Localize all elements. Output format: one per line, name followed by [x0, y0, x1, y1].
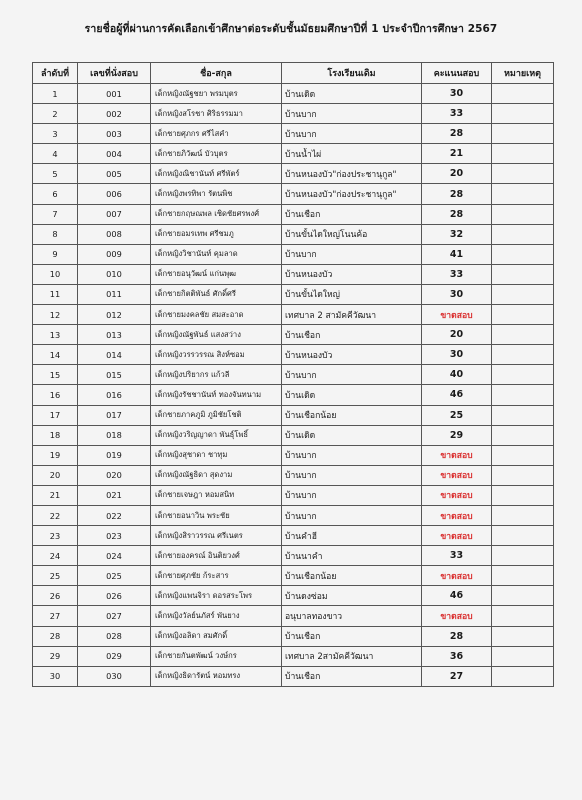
header-seat-number: เลขที่นั่งสอบ	[78, 63, 151, 84]
row-order: 30	[33, 666, 78, 686]
row-previous-school: บ้านบาก	[282, 465, 422, 485]
row-remarks	[492, 124, 554, 144]
row-order: 15	[33, 365, 78, 385]
row-exam-score: ขาดสอบ	[422, 526, 492, 546]
row-previous-school: บ้านนาคำ	[282, 546, 422, 566]
row-full-name: เด็กหญิงวรรวรรณ สิงห์ซอม	[151, 345, 282, 365]
row-full-name: เด็กชายภาคภูมิ ภูมิชัยโชติ	[151, 405, 282, 425]
row-remarks	[492, 546, 554, 566]
row-full-name: เด็กชายองครณ์ อินติยวงศ์	[151, 546, 282, 566]
table-row	[33, 104, 554, 124]
row-seat-number: 007	[78, 204, 151, 224]
row-exam-score: 46	[422, 385, 492, 405]
row-exam-score: 27	[422, 666, 492, 686]
row-full-name: เด็กหญิงณัฐพันธ์ แสงสว่าง	[151, 325, 282, 345]
row-previous-school: บ้านเชือก	[282, 204, 422, 224]
row-order: 18	[33, 425, 78, 445]
row-full-name: เด็กหญิงพรทิพา รัตนพิช	[151, 184, 282, 204]
row-exam-score: 33	[422, 104, 492, 124]
header-exam-score: คะแนนสอบ	[422, 63, 492, 84]
row-order: 22	[33, 505, 78, 525]
row-full-name: เด็กหญิงแพนจิรา ดอรสระโพร	[151, 586, 282, 606]
row-remarks	[492, 566, 554, 586]
table-row	[33, 184, 554, 204]
row-previous-school: บ้านเดิด	[282, 84, 422, 104]
row-exam-score: ขาดสอบ	[422, 485, 492, 505]
row-full-name: เด็กหญิงสุชาดา ชาทุม	[151, 445, 282, 465]
row-order: 5	[33, 164, 78, 184]
table-row	[33, 445, 554, 465]
row-remarks	[492, 184, 554, 204]
row-order: 23	[33, 526, 78, 546]
row-previous-school: บ้านเชือก	[282, 626, 422, 646]
row-remarks	[492, 325, 554, 345]
row-exam-score: 20	[422, 325, 492, 345]
row-exam-score: 28	[422, 184, 492, 204]
row-seat-number: 029	[78, 646, 151, 666]
row-previous-school: บ้านขั้นไดใหญ่	[282, 284, 422, 304]
table-row	[33, 465, 554, 485]
table-row	[33, 345, 554, 365]
row-full-name: เด็กชายศุภกร ศรีไสคำ	[151, 124, 282, 144]
row-order: 3	[33, 124, 78, 144]
row-remarks	[492, 405, 554, 425]
row-exam-score: ขาดสอบ	[422, 505, 492, 525]
table-row	[33, 666, 554, 686]
row-remarks	[492, 445, 554, 465]
row-exam-score: 29	[422, 425, 492, 445]
row-seat-number: 012	[78, 305, 151, 325]
row-seat-number: 001	[78, 84, 151, 104]
row-seat-number: 009	[78, 244, 151, 264]
row-remarks	[492, 626, 554, 646]
row-seat-number: 005	[78, 164, 151, 184]
row-order: 13	[33, 325, 78, 345]
row-previous-school: บ้านเชือกน้อย	[282, 405, 422, 425]
row-previous-school: บ้านเชือกน้อย	[282, 566, 422, 586]
row-exam-score: ขาดสอบ	[422, 606, 492, 626]
row-previous-school: บ้านบาก	[282, 445, 422, 465]
table-row	[33, 425, 554, 445]
row-seat-number: 013	[78, 325, 151, 345]
row-exam-score: 30	[422, 345, 492, 365]
row-previous-school: บ้านคำฮี	[282, 526, 422, 546]
row-exam-score: 25	[422, 405, 492, 425]
row-order: 7	[33, 204, 78, 224]
row-full-name: เด็กหญิงวริญญาดา พันธุ์โพธิ์	[151, 425, 282, 445]
row-seat-number: 027	[78, 606, 151, 626]
table-row	[33, 305, 554, 325]
row-exam-score: 32	[422, 224, 492, 244]
row-order: 8	[33, 224, 78, 244]
row-order: 16	[33, 385, 78, 405]
row-seat-number: 019	[78, 445, 151, 465]
row-remarks	[492, 104, 554, 124]
row-seat-number: 016	[78, 385, 151, 405]
row-full-name: เด็กชายอนาวิน พระชัย	[151, 505, 282, 525]
row-order: 26	[33, 586, 78, 606]
table-row	[33, 586, 554, 606]
table-row	[33, 485, 554, 505]
row-full-name: เด็กหญิงสโรชา ศิริธรรมมา	[151, 104, 282, 124]
row-exam-score: 30	[422, 284, 492, 304]
row-seat-number: 015	[78, 365, 151, 385]
row-seat-number: 021	[78, 485, 151, 505]
row-full-name: เด็กหญิงวิชานันท์ คุมลาด	[151, 244, 282, 264]
row-previous-school: บ้านเดิด	[282, 385, 422, 405]
row-previous-school: บ้านบาก	[282, 365, 422, 385]
row-seat-number: 023	[78, 526, 151, 546]
row-seat-number: 030	[78, 666, 151, 686]
table-row	[33, 405, 554, 425]
row-remarks	[492, 526, 554, 546]
row-seat-number: 010	[78, 264, 151, 284]
row-full-name: เด็กชายอนุวัฒน์ แก่นพุฒ	[151, 264, 282, 284]
table-row	[33, 124, 554, 144]
row-previous-school: บ้านน้ำไผ่	[282, 144, 422, 164]
row-seat-number: 020	[78, 465, 151, 485]
row-exam-score: ขาดสอบ	[422, 445, 492, 465]
row-full-name: เด็กชายเจษฎา หอมสนิท	[151, 485, 282, 505]
row-seat-number: 028	[78, 626, 151, 646]
row-order: 1	[33, 84, 78, 104]
row-order: 6	[33, 184, 78, 204]
row-previous-school: บ้านบาก	[282, 505, 422, 525]
row-previous-school: เทศบาล 2 สามัคคีวัฒนา	[282, 305, 422, 325]
row-seat-number: 011	[78, 284, 151, 304]
table-row	[33, 566, 554, 586]
table-row	[33, 526, 554, 546]
row-remarks	[492, 224, 554, 244]
header-previous-school: โรงเรียนเดิม	[282, 63, 422, 84]
row-exam-score: 30	[422, 84, 492, 104]
row-order: 20	[33, 465, 78, 485]
table-row	[33, 144, 554, 164]
row-seat-number: 017	[78, 405, 151, 425]
row-full-name: เด็กหญิงณิชานันท์ ศรีพัตร์	[151, 164, 282, 184]
row-order: 19	[33, 445, 78, 465]
row-remarks	[492, 485, 554, 505]
row-previous-school: บ้านหนองบัว	[282, 264, 422, 284]
row-seat-number: 014	[78, 345, 151, 365]
results-table	[32, 62, 554, 687]
row-remarks	[492, 425, 554, 445]
row-full-name: เด็กชายอมรเทพ ศรีชมภู	[151, 224, 282, 244]
table-row	[33, 264, 554, 284]
row-exam-score: 28	[422, 626, 492, 646]
header-full-name: ชื่อ-สกุล	[151, 63, 282, 84]
row-exam-score: 33	[422, 264, 492, 284]
row-exam-score: 33	[422, 546, 492, 566]
row-seat-number: 003	[78, 124, 151, 144]
document-title: รายชื่อผู้ที่ผ่านการคัดเลือกเข้าศึกษาต่อระดับชั้นมัธยมศึกษาปีที่ 1 ประจำปีการศึกษา 2567	[84, 23, 498, 35]
row-exam-score: 21	[422, 144, 492, 164]
row-remarks	[492, 345, 554, 365]
row-exam-score: 28	[422, 124, 492, 144]
row-full-name: เด็กชายมงคลชัย สมสะอาด	[151, 305, 282, 325]
row-remarks	[492, 385, 554, 405]
row-previous-school: บ้านหนองบัว"ก่องประชานุกูล"	[282, 184, 422, 204]
table-row	[33, 244, 554, 264]
row-full-name: เด็กหญิงวัลย์นภัสร์ พันยาง	[151, 606, 282, 626]
table-row	[33, 626, 554, 646]
row-seat-number: 024	[78, 546, 151, 566]
row-seat-number: 008	[78, 224, 151, 244]
header-order: ลำดับที่	[33, 63, 78, 84]
table-row	[33, 505, 554, 525]
row-remarks	[492, 365, 554, 385]
row-previous-school: บ้านดงซ่อม	[282, 586, 422, 606]
row-full-name: เด็กหญิงรัชชานันท์ ทองจันทนาม	[151, 385, 282, 405]
row-full-name: เด็กชายกันตพัฒน์ วงษ์กร	[151, 646, 282, 666]
row-remarks	[492, 84, 554, 104]
row-full-name: เด็กหญิงสิราวรรณ ศรีเนตร	[151, 526, 282, 546]
row-order: 27	[33, 606, 78, 626]
table-row	[33, 325, 554, 345]
row-order: 10	[33, 264, 78, 284]
row-full-name: เด็กหญิงอลิดา สมศักดิ์	[151, 626, 282, 646]
row-order: 12	[33, 305, 78, 325]
row-full-name: เด็กหญิงณัฐธิดา สุดงาม	[151, 465, 282, 485]
row-full-name: เด็กหญิงปริยากร แก้วลี	[151, 365, 282, 385]
row-seat-number: 002	[78, 104, 151, 124]
row-order: 2	[33, 104, 78, 124]
row-exam-score: 36	[422, 646, 492, 666]
row-order: 4	[33, 144, 78, 164]
row-exam-score: 46	[422, 586, 492, 606]
row-remarks	[492, 465, 554, 485]
row-order: 21	[33, 485, 78, 505]
row-remarks	[492, 305, 554, 325]
row-full-name: เด็กชายกิตติพันธ์ ศักดิ์ศรี	[151, 284, 282, 304]
row-seat-number: 025	[78, 566, 151, 586]
row-seat-number: 022	[78, 505, 151, 525]
row-full-name: เด็กหญิงณัฐชยา พรมบุตร	[151, 84, 282, 104]
row-remarks	[492, 244, 554, 264]
row-remarks	[492, 144, 554, 164]
row-order: 25	[33, 566, 78, 586]
row-previous-school: บ้านขั้นไดใหญ่โนนค้อ	[282, 224, 422, 244]
table-row	[33, 164, 554, 184]
row-exam-score: 28	[422, 204, 492, 224]
row-remarks	[492, 606, 554, 626]
row-previous-school: บ้านบาก	[282, 485, 422, 505]
row-order: 17	[33, 405, 78, 425]
table-header-row	[33, 63, 554, 84]
row-seat-number: 026	[78, 586, 151, 606]
row-exam-score: 20	[422, 164, 492, 184]
row-full-name: เด็กชายศุภชัย ก้ระสาร	[151, 566, 282, 586]
table-row	[33, 646, 554, 666]
table-row	[33, 224, 554, 244]
row-remarks	[492, 264, 554, 284]
header-remarks: หมายเหตุ	[492, 63, 554, 84]
table-row	[33, 204, 554, 224]
table-row	[33, 365, 554, 385]
row-seat-number: 018	[78, 425, 151, 445]
row-order: 28	[33, 626, 78, 646]
row-previous-school: เทศบาล 2สามัคคีวัฒนา	[282, 646, 422, 666]
row-exam-score: ขาดสอบ	[422, 566, 492, 586]
row-remarks	[492, 204, 554, 224]
row-previous-school: บ้านเชือก	[282, 666, 422, 686]
row-remarks	[492, 586, 554, 606]
row-remarks	[492, 666, 554, 686]
row-exam-score: 41	[422, 244, 492, 264]
row-remarks	[492, 164, 554, 184]
row-full-name: เด็กชายภิวัฒน์ บัวบุตร	[151, 144, 282, 164]
row-exam-score: ขาดสอบ	[422, 305, 492, 325]
row-order: 9	[33, 244, 78, 264]
row-remarks	[492, 505, 554, 525]
row-full-name: เด็กหญิงธิดารัตน์ หอมทรง	[151, 666, 282, 686]
row-previous-school: อนุบาลทองขาว	[282, 606, 422, 626]
row-previous-school: บ้านหนองบัว	[282, 345, 422, 365]
row-previous-school: บ้านบาก	[282, 104, 422, 124]
row-remarks	[492, 646, 554, 666]
row-previous-school: บ้านเดิด	[282, 425, 422, 445]
table-body	[33, 84, 554, 687]
table-row	[33, 284, 554, 304]
row-previous-school: บ้านบาก	[282, 244, 422, 264]
row-previous-school: บ้านเชือก	[282, 325, 422, 345]
table-row	[33, 546, 554, 566]
row-remarks	[492, 284, 554, 304]
row-previous-school: บ้านหนองบัว"ก่องประชานุกูล"	[282, 164, 422, 184]
row-order: 14	[33, 345, 78, 365]
table-row	[33, 84, 554, 104]
row-order: 29	[33, 646, 78, 666]
row-exam-score: ขาดสอบ	[422, 465, 492, 485]
table-row	[33, 606, 554, 626]
row-full-name: เด็กชายกฤษณพล เชิดชัยศรพงศ์	[151, 204, 282, 224]
row-order: 11	[33, 284, 78, 304]
row-previous-school: บ้านบาก	[282, 124, 422, 144]
table-row	[33, 385, 554, 405]
row-seat-number: 006	[78, 184, 151, 204]
row-seat-number: 004	[78, 144, 151, 164]
row-exam-score: 40	[422, 365, 492, 385]
row-order: 24	[33, 546, 78, 566]
